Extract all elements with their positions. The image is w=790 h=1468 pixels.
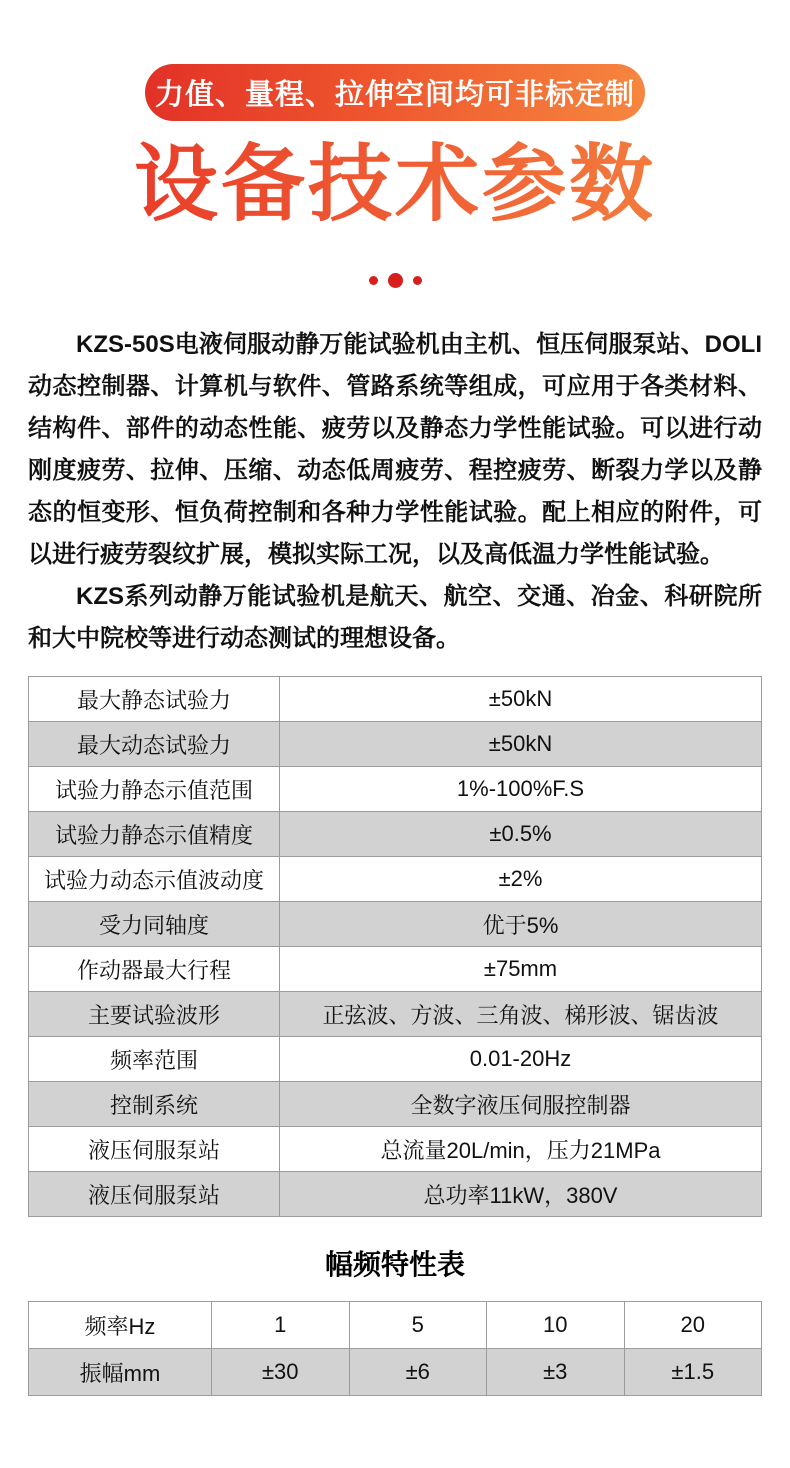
table-row (29, 992, 762, 1037)
table-row (29, 1037, 762, 1082)
amp-value-cell: ±6 (349, 1349, 487, 1396)
intro-text (28, 324, 762, 660)
spec-value: 总功率11kW，380V (280, 1172, 762, 1217)
amp-header-cell: 10 (487, 1302, 625, 1349)
spec-value: 0.01-20Hz (280, 1037, 762, 1082)
spec-label: 试验力动态示值波动度 (29, 857, 280, 902)
table-row (29, 1172, 762, 1217)
page-title: 设备技术参数 (0, 137, 790, 231)
spec-value: 总流量20L/min，压力21MPa (280, 1127, 762, 1172)
table-row (29, 1302, 762, 1349)
table-row (29, 722, 762, 767)
amp-header-cell: 5 (349, 1302, 487, 1349)
spec-label: 主要试验波形 (29, 992, 280, 1037)
table-row (29, 902, 762, 947)
dot-icon (388, 273, 403, 288)
dot-icon (369, 276, 378, 285)
spec-value: 正弦波、方波、三角波、梯形波、锯齿波 (280, 992, 762, 1037)
spec-value: ±50kN (280, 677, 762, 722)
table-row (29, 677, 762, 722)
amp-header-cell: 1 (212, 1302, 350, 1349)
spec-value: 1%-100%F.S (280, 767, 762, 812)
banner-text: 力值、量程、拉伸空间均可非标定制 (154, 79, 635, 111)
spec-label: 液压伺服泵站 (29, 1172, 280, 1217)
table-row (29, 1082, 762, 1127)
amp-value-cell: 振幅mm (29, 1349, 212, 1396)
amp-header-cell: 20 (624, 1302, 762, 1349)
spec-table (28, 676, 762, 1217)
spec-label: 试验力静态示值精度 (29, 812, 280, 857)
table-row (29, 857, 762, 902)
custom-options-banner (145, 64, 645, 121)
table-row (29, 1349, 762, 1396)
spec-label: 最大动态试验力 (29, 722, 280, 767)
dots-divider (0, 273, 790, 288)
table-row (29, 947, 762, 992)
spec-label: 控制系统 (29, 1082, 280, 1127)
amplitude-frequency-table (28, 1301, 762, 1396)
amp-header-cell: 频率Hz (29, 1302, 212, 1349)
spec-label: 频率范围 (29, 1037, 280, 1082)
spec-label: 试验力静态示值范围 (29, 767, 280, 812)
table-row (29, 1127, 762, 1172)
spec-label: 最大静态试验力 (29, 677, 280, 722)
table-row (29, 812, 762, 857)
spec-value: 优于5% (280, 902, 762, 947)
spec-value: ±75mm (280, 947, 762, 992)
table-row (29, 767, 762, 812)
dot-icon (413, 276, 422, 285)
amp-table-title: 幅频特性表 (324, 1249, 465, 1281)
amp-value-cell: ±3 (487, 1349, 625, 1396)
spec-label: 受力同轴度 (29, 902, 280, 947)
amp-value-cell: ±30 (212, 1349, 350, 1396)
intro-paragraph-1: KZS-50S电液伺服动静万能试验机由主机、恒压伺服泵站、DOLI动态控制器、计算机与软件、管路系统等组成，可应用于各类材料、结构件、部件的动态性能、疲劳以及静态力学性能试验。可以进行动刚度疲劳、拉伸、压缩、动态低周疲劳、程控疲劳、断裂力学以及静态的恒变形、恒负荷控制和各种力学性能试验。配上相应的附件，可以进行疲劳裂纹扩展，模拟实际工况，以及高低温力学性能试验。 (28, 331, 762, 569)
amp-value-cell: ±1.5 (624, 1349, 762, 1396)
spec-value: ±0.5% (280, 812, 762, 857)
spec-value: 全数字液压伺服控制器 (280, 1082, 762, 1127)
spec-value: ±50kN (280, 722, 762, 767)
spec-label: 作动器最大行程 (29, 947, 280, 992)
spec-value: ±2% (280, 857, 762, 902)
spec-label: 液压伺服泵站 (29, 1127, 280, 1172)
intro-paragraph-2: KZS系列动静万能试验机是航天、航空、交通、冶金、科研院所和大中院校等进行动态测试的理想设备。 (28, 583, 762, 653)
